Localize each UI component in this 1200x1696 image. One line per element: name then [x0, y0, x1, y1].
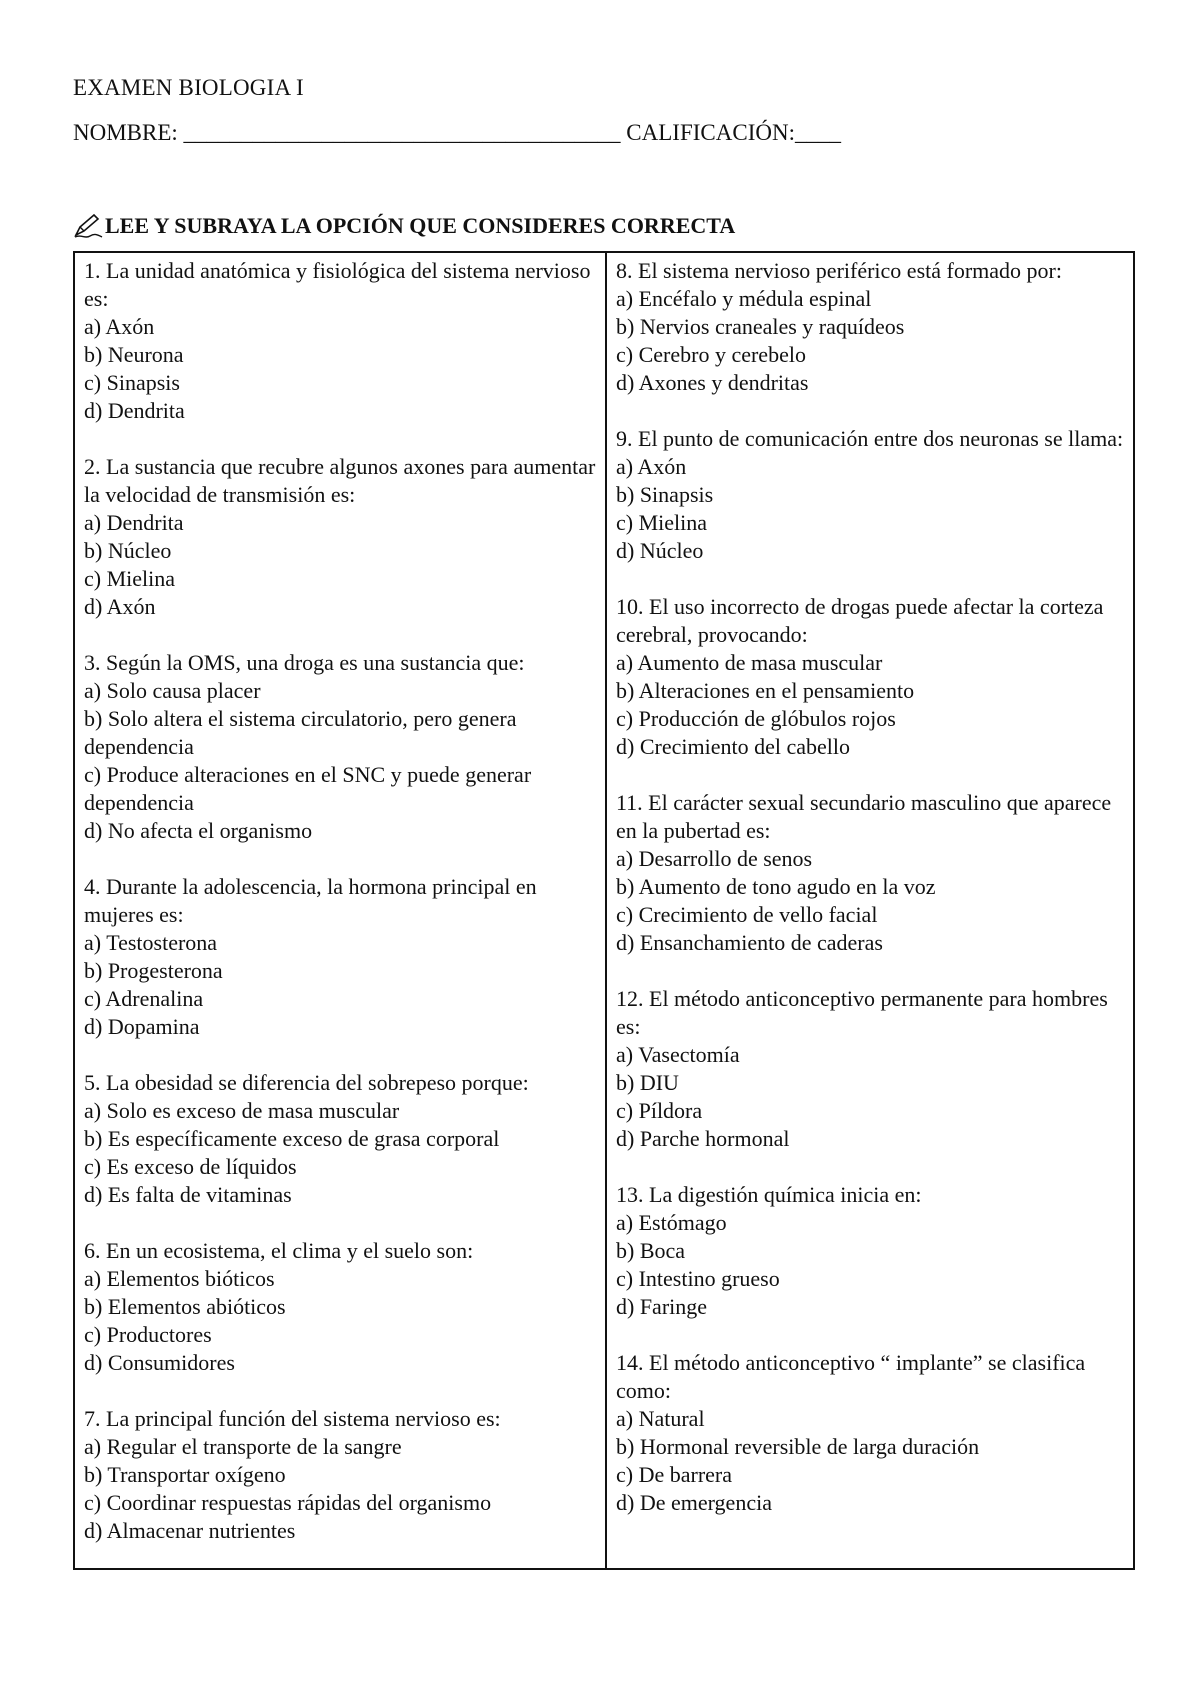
question-text: 8. El sistema nervioso periférico está formado por: [616, 258, 1062, 283]
question-block [616, 425, 1125, 565]
questions-table [73, 251, 1135, 1570]
grade-field-label: CALIFICACIÓN:____ [626, 120, 841, 145]
answer-option[interactable]: a) Axón [616, 454, 687, 479]
answer-option[interactable]: a) Encéfalo y médula espinal [616, 286, 872, 311]
question-block [84, 1405, 597, 1545]
answer-option[interactable]: b) Boca [616, 1238, 686, 1263]
answer-option[interactable]: d) Axón [84, 594, 156, 619]
question-block [84, 649, 597, 845]
answer-option[interactable]: d) Axones y dendritas [616, 370, 809, 395]
question-block [84, 873, 597, 1041]
answer-option[interactable]: b) Nervios craneales y raquídeos [616, 314, 905, 339]
answer-option[interactable]: c) Crecimiento de vello facial [616, 902, 878, 927]
answer-option[interactable]: c) Cerebro y cerebelo [616, 342, 806, 367]
answer-option[interactable]: d) Núcleo [616, 538, 704, 563]
answer-option[interactable]: d) Consumidores [84, 1350, 235, 1375]
answer-option[interactable]: a) Desarrollo de senos [616, 846, 813, 871]
question-block [84, 1069, 597, 1209]
answer-option[interactable]: d) No afecta el organismo [84, 818, 313, 843]
question-block [616, 593, 1125, 761]
answer-option[interactable]: c) Píldora [616, 1098, 703, 1123]
answer-option[interactable]: c) Sinapsis [84, 370, 180, 395]
answer-option[interactable]: b) Transportar oxígeno [84, 1462, 286, 1487]
name-field-label: NOMBRE: ______________________________________ [73, 120, 621, 145]
answer-option[interactable]: a) Solo causa placer [84, 678, 261, 703]
answer-option[interactable]: a) Regular el transporte de la sangre [84, 1434, 402, 1459]
question-block [616, 789, 1125, 957]
answer-option[interactable]: a) Estómago [616, 1210, 727, 1235]
answer-option[interactable]: d) De emergencia [616, 1490, 772, 1515]
answer-option[interactable]: b) Sinapsis [616, 482, 714, 507]
answer-option[interactable]: d) Ensanchamiento de caderas [616, 930, 883, 955]
answer-option[interactable]: a) Aumento de masa muscular [616, 650, 883, 675]
instruction-heading [73, 213, 735, 239]
answer-option[interactable]: c) De barrera [616, 1462, 733, 1487]
answer-option[interactable]: c) Produce alteraciones en el SNC y puede generar dependencia [84, 762, 532, 815]
answer-option[interactable]: d) Almacenar nutrientes [84, 1518, 296, 1543]
answer-option[interactable]: a) Solo es exceso de masa muscular [84, 1098, 400, 1123]
question-text: 14. El método anticonceptivo “ implante” se clasifica como: [616, 1350, 1086, 1403]
answer-option[interactable]: d) Crecimiento del cabello [616, 734, 850, 759]
answer-option[interactable]: b) Progesterona [84, 958, 223, 983]
question-block [84, 453, 597, 621]
answer-option[interactable]: d) Parche hormonal [616, 1126, 790, 1151]
answer-option[interactable]: c) Coordinar respuestas rápidas del organismo [84, 1490, 492, 1515]
answer-option[interactable]: b) Hormonal reversible de larga duración [616, 1434, 980, 1459]
question-text: 7. La principal función del sistema nervioso es: [84, 1406, 501, 1431]
question-block [616, 1181, 1125, 1321]
answer-option[interactable]: a) Testosterona [84, 930, 218, 955]
question-text: 13. La digestión química inicia en: [616, 1182, 922, 1207]
answer-option[interactable]: b) Alteraciones en el pensamiento [616, 678, 915, 703]
answer-option[interactable]: a) Natural [616, 1406, 705, 1431]
question-block [616, 1349, 1125, 1517]
answer-option[interactable]: b) Solo altera el sistema circulatorio, pero genera dependencia [84, 706, 517, 759]
answer-option[interactable]: c) Producción de glóbulos rojos [616, 706, 896, 731]
answer-option[interactable]: a) Axón [84, 314, 155, 339]
question-text: 3. Según la OMS, una droga es una sustancia que: [84, 650, 525, 675]
question-text: 11. El carácter sexual secundario masculino que aparece en la pubertad es: [616, 790, 1112, 843]
question-block [616, 985, 1125, 1153]
answer-option[interactable]: a) Elementos bióticos [84, 1266, 275, 1291]
answer-option[interactable]: d) Faringe [616, 1294, 708, 1319]
answer-option[interactable]: c) Intestino grueso [616, 1266, 780, 1291]
question-text: 6. En un ecosistema, el clima y el suelo son: [84, 1238, 474, 1263]
student-info-line [73, 120, 841, 146]
answer-option[interactable]: b) Neurona [84, 342, 184, 367]
answer-option[interactable]: c) Productores [84, 1322, 212, 1347]
answer-option[interactable]: d) Es falta de vitaminas [84, 1182, 292, 1207]
right-question-column [607, 253, 1133, 1568]
exam-title: EXAMEN BIOLOGIA I [73, 75, 304, 100]
question-block [616, 257, 1125, 397]
answer-option[interactable]: b) Es específicamente exceso de grasa corporal [84, 1126, 500, 1151]
answer-option[interactable]: c) Mielina [84, 566, 176, 591]
answer-option[interactable]: b) Elementos abióticos [84, 1294, 286, 1319]
answer-option[interactable]: c) Es exceso de líquidos [84, 1154, 297, 1179]
question-text: 10. El uso incorrecto de drogas puede afectar la corteza cerebral, provocando: [616, 594, 1104, 647]
answer-option[interactable]: b) Núcleo [84, 538, 172, 563]
answer-option[interactable]: c) Adrenalina [84, 986, 204, 1011]
answer-option[interactable]: b) Aumento de tono agudo en la voz [616, 874, 936, 899]
question-text: 4. Durante la adolescencia, la hormona principal en mujeres es: [84, 874, 537, 927]
answer-option[interactable]: c) Mielina [616, 510, 708, 535]
question-text: 9. El punto de comunicación entre dos neuronas se llama: [616, 426, 1124, 451]
question-text: 2. La sustancia que recubre algunos axones para aumentar la velocidad de transmisión es: [84, 454, 596, 507]
answer-option[interactable]: d) Dendrita [84, 398, 185, 423]
left-question-column [75, 253, 607, 1568]
answer-option[interactable]: a) Dendrita [84, 510, 184, 535]
question-text: 5. La obesidad se diferencia del sobrepeso porque: [84, 1070, 529, 1095]
instruction-text: LEE Y SUBRAYA LA OPCIÓN QUE CONSIDERES CORRECTA [105, 213, 736, 238]
pencil-writing-icon [73, 213, 103, 239]
question-block [84, 257, 597, 425]
answer-option[interactable]: b) DIU [616, 1070, 679, 1095]
answer-option[interactable]: d) Dopamina [84, 1014, 200, 1039]
question-text: 1. La unidad anatómica y fisiológica del sistema nervioso es: [84, 258, 591, 311]
answer-option[interactable]: a) Vasectomía [616, 1042, 740, 1067]
question-text: 12. El método anticonceptivo permanente para hombres es: [616, 986, 1108, 1039]
question-block [84, 1237, 597, 1377]
